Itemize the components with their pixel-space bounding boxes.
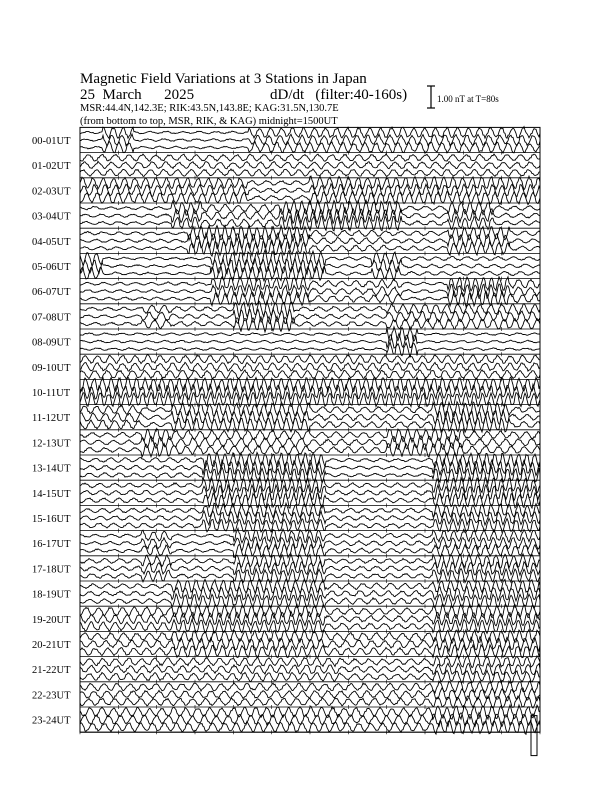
trace-rik [80, 334, 540, 349]
hour-label: 17-18UT [32, 564, 71, 576]
hour-label: 14-15UT [32, 488, 71, 500]
hour-label: 11-12UT [32, 413, 71, 425]
date-day: 25 [80, 87, 95, 103]
trace-kag [80, 154, 540, 161]
hour-label: 08-09UT [32, 337, 71, 349]
hour-label: 15-16UT [32, 514, 71, 525]
trace-msr [80, 169, 540, 177]
hour-row [32, 377, 540, 407]
hour-label: 06-07UT [32, 287, 71, 299]
hour-row [32, 327, 540, 357]
hour-label: 20-21UT [32, 640, 71, 651]
trace-kag [80, 200, 540, 215]
hour-label: 03-04UT [32, 211, 71, 223]
hour-row [32, 705, 540, 734]
hour-label: 23-24UT [32, 715, 71, 727]
hour-row [32, 528, 540, 557]
trace-rik [80, 561, 540, 575]
hour-row [32, 277, 540, 307]
hour-label: 07-08UT [32, 312, 71, 324]
hour-label: 10-11UT [32, 388, 71, 399]
hour-row [32, 355, 540, 382]
hour-label: 18-19UT [32, 589, 71, 601]
hour-row [32, 655, 540, 684]
hour-label: 01-02UT [32, 161, 71, 173]
hour-row [32, 200, 540, 231]
trace-rik [80, 161, 540, 169]
hour-label: 04-05UT [32, 236, 71, 248]
hour-label: 16-17UT [32, 539, 71, 551]
hour-label: 13-14UT [32, 463, 71, 475]
hour-label: 19-20UT [32, 614, 71, 626]
stations-note: MSR:44.4N,142.3E; RIK:43.5N,143.8E; KAG:31.5N,130.7E [80, 103, 339, 114]
hour-label: 02-03UT [32, 186, 71, 198]
hour-row [32, 402, 540, 433]
hour-label: 05-06UT [32, 262, 71, 273]
date-month: March [102, 87, 142, 103]
hour-row [32, 429, 540, 458]
hour-label: 22-23UT [32, 690, 71, 702]
hour-label: 21-22UT [32, 665, 71, 677]
hour-row [32, 579, 540, 609]
hour-row [32, 250, 540, 281]
hour-row [32, 630, 540, 659]
scale-label: 1.00 nT at T=80s [437, 94, 499, 104]
date-year: 2025 [164, 87, 195, 103]
hour-row [32, 604, 540, 633]
chart-title: Magnetic Field Variations at 3 Stations in Japan [80, 71, 367, 87]
hour-row [32, 681, 540, 709]
quantity-label: dD/dt [270, 87, 305, 103]
hour-label: 00-01UT [32, 136, 71, 147]
scale-bar [427, 86, 435, 108]
hour-label: 09-10UT [32, 362, 71, 374]
trace-rik [80, 362, 540, 371]
hour-row [32, 154, 540, 180]
hour-label: 12-13UT [32, 438, 71, 450]
hour-row [32, 452, 540, 483]
hour-row [32, 503, 540, 532]
order-note: (from bottom to top, MSR, RIK, & KAG) midnight=1500UT [80, 116, 338, 127]
hour-row [32, 225, 540, 256]
trace-kag [80, 127, 540, 139]
trace-rik [80, 207, 540, 223]
hour-row [32, 127, 540, 155]
filter-label: (filter:40-160s) [315, 87, 408, 103]
hour-row [32, 176, 540, 205]
hour-row [32, 301, 540, 332]
